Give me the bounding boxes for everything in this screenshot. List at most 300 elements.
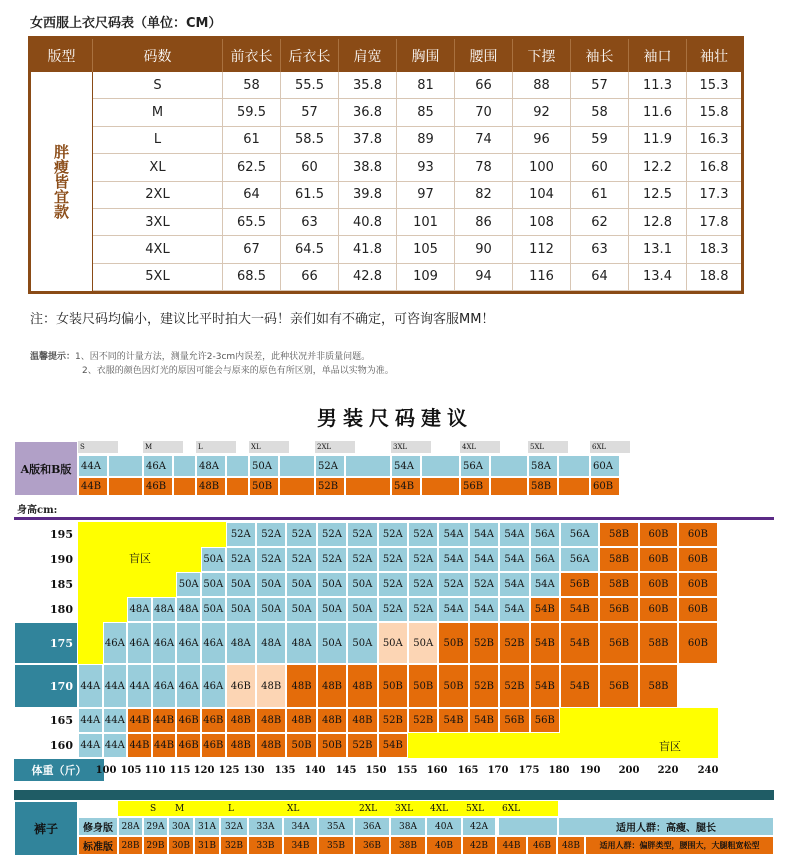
standard-size-cell: 32B: [220, 836, 248, 855]
header-sleeve-length: 袖长: [571, 39, 629, 72]
size-grid-cell: 52B: [347, 733, 377, 758]
blind-zone-cell: [438, 733, 468, 758]
measure-cell: 93: [397, 154, 455, 180]
measure-cell: 36.8: [339, 99, 397, 125]
measure-cell: 17.3: [699, 187, 729, 203]
size-grid-cell: 52A: [408, 547, 438, 572]
b-band-fill: [345, 477, 391, 496]
size-grid-cell: 46B: [201, 708, 226, 733]
size-grid-cell: 52A: [408, 572, 438, 597]
men-title: 男装尺码建议: [317, 406, 473, 430]
standard-size-cell: 34B: [283, 836, 318, 855]
slim-size-cell: 40A: [426, 817, 462, 836]
size-grid-cell: 46A: [201, 622, 226, 664]
measure-cell: 112: [513, 236, 571, 262]
size-grid-cell: 46B: [201, 733, 226, 758]
blind-zone-cell: [599, 708, 638, 733]
measure-cell: 41.8: [339, 236, 397, 262]
a-band-fill: [558, 455, 590, 477]
measure-cell: 11.3: [629, 72, 687, 98]
weight-value: 115: [169, 764, 191, 776]
height-label: 身高cm:: [14, 498, 84, 518]
header-bust: 胸围: [397, 39, 455, 72]
measure-cell: 78: [455, 154, 513, 180]
size-grid-cell: 44B: [127, 733, 152, 758]
b-size-cell: 44B: [78, 477, 108, 496]
weight-value: 100: [95, 764, 117, 776]
weight-value: 110: [144, 764, 166, 776]
pants-size-letter: L: [228, 803, 234, 814]
measure-cell: 89: [397, 127, 455, 153]
size-grid-cell: 48B: [286, 708, 316, 733]
slim-size-cell: 35A: [318, 817, 354, 836]
slim-size-cell: 28A: [118, 817, 143, 836]
size-grid-cell: 46A: [127, 622, 152, 664]
size-grid-cell: 50A: [286, 597, 316, 622]
measure-cell: 64.5: [281, 236, 339, 262]
blind-zone-cell: [639, 708, 678, 733]
size-grid-cell: 54B: [560, 597, 599, 622]
slim-size-cell: 34A: [283, 817, 318, 836]
tips-title: 温馨提示：: [30, 352, 76, 362]
size-grid-cell: 54B: [378, 733, 408, 758]
size-grid-cell: 54B: [530, 622, 560, 664]
size-grid-cell: 54A: [499, 597, 529, 622]
size-grid-cell: 46A: [201, 664, 226, 708]
size-grid-cell: 48B: [317, 664, 347, 708]
blind-zone-cell: [78, 547, 103, 572]
measure-cell: 96: [513, 127, 571, 153]
height-value: 190: [14, 547, 78, 572]
size-grid-cell: 48A: [286, 622, 316, 664]
size-grid-cell: 52A: [256, 547, 286, 572]
size-grid-cell: 54B: [530, 597, 560, 622]
size-grid-cell: 58B: [639, 664, 678, 708]
measure-cell: 101: [397, 209, 455, 235]
measure-cell: 38.8: [339, 154, 397, 180]
blind-zone-cell: [78, 572, 103, 597]
size-grid-cell: 52A: [317, 522, 347, 547]
b-band-fill: [558, 477, 590, 496]
size-grid-cell: 50B: [286, 733, 316, 758]
size-grid-cell: 44A: [103, 733, 128, 758]
weight-value: 200: [618, 764, 640, 776]
size-grid-cell: 44A: [78, 733, 103, 758]
measure-cell: 15.3: [699, 77, 729, 93]
size-grid-cell: 48B: [256, 733, 286, 758]
size-grid-cell: 44A: [78, 664, 103, 708]
blind-zone-label: 盲区: [659, 740, 681, 753]
slim-size-cell: 33A: [248, 817, 283, 836]
weight-value: 170: [487, 764, 509, 776]
blind-zone-cell: [152, 522, 177, 547]
measure-cell: 97: [397, 182, 455, 208]
size-grid-cell: 50A: [408, 622, 438, 664]
measure-cell: 59.5: [223, 99, 281, 125]
measure-cell: 62: [571, 209, 629, 235]
measure-cell: 116: [513, 264, 571, 290]
slim-size-cell: 38A: [390, 817, 426, 836]
slim-label: 修身版: [78, 817, 118, 836]
weight-value: 125: [218, 764, 240, 776]
height-value: 165: [14, 708, 78, 733]
size-grid-cell: 54A: [469, 597, 499, 622]
measure-cell: 35.8: [339, 72, 397, 98]
measure-cell: 63: [281, 209, 339, 235]
size-cell: L: [93, 127, 223, 153]
measure-cell: 16.3: [699, 132, 729, 148]
size-grid-cell: 52A: [469, 572, 499, 597]
a-band-fill: [173, 455, 196, 477]
size-grid-cell: 52B: [499, 664, 529, 708]
a-band-fill: [421, 455, 460, 477]
size-cell: 3XL: [93, 209, 223, 235]
measure-cell: 62.5: [223, 154, 281, 180]
measure-cell: 18.8: [699, 269, 729, 285]
standard-size-cell: 33B: [248, 836, 283, 855]
measure-cell: 55.5: [281, 72, 339, 98]
weight-value: 150: [365, 764, 387, 776]
measure-cell: 105: [397, 236, 455, 262]
size-grid-cell: 46B: [226, 664, 256, 708]
measure-cell: 68.5: [223, 264, 281, 290]
weight-value: 180: [548, 764, 570, 776]
size-grid-cell: 46B: [176, 708, 201, 733]
size-grid-cell: 50A: [347, 572, 377, 597]
fit-label: 胖瘦皆宜款: [52, 144, 70, 219]
standard-size-cell: 44B: [496, 836, 527, 855]
b-size-cell: 56B: [460, 477, 490, 496]
size-grid-cell: 54B: [469, 708, 499, 733]
blind-zone-cell: [103, 597, 128, 622]
size-grid-cell: 44A: [78, 708, 103, 733]
measure-cell: 58.5: [281, 127, 339, 153]
measure-cell: 58: [571, 99, 629, 125]
b-band-fill: [490, 477, 528, 496]
blind-zone-cell: [78, 597, 103, 622]
size-grid-cell: 56B: [560, 572, 599, 597]
size-grid-cell: 54A: [438, 547, 468, 572]
measure-cell: 15.8: [699, 105, 729, 121]
size-grid-cell: 58B: [599, 547, 638, 572]
size-grid-cell: 50A: [317, 622, 347, 664]
size-grid-cell: 50A: [226, 597, 256, 622]
size-grid-cell: 56B: [599, 622, 638, 664]
b-band-fill: [108, 477, 143, 496]
size-grid-cell: 54A: [499, 572, 529, 597]
b-size-cell: 46B: [143, 477, 173, 496]
pants-size-letter: XL: [287, 803, 300, 814]
measure-cell: 61: [571, 182, 629, 208]
size-grid-cell: 60B: [639, 572, 678, 597]
measure-cell: 74: [455, 127, 513, 153]
size-grid-cell: 52B: [469, 622, 499, 664]
size-grid-cell: 50A: [176, 572, 201, 597]
size-letter: S: [78, 441, 118, 453]
a-size-cell: 46A: [143, 455, 173, 477]
slim-size-cell: 31A: [194, 817, 220, 836]
size-grid-cell: 56A: [530, 547, 560, 572]
blind-zone-cell: [201, 522, 226, 547]
weight-value: 140: [304, 764, 326, 776]
size-grid-cell: 60B: [678, 597, 717, 622]
size-letter: 3XL: [391, 441, 431, 453]
measure-cell: 57: [571, 72, 629, 98]
size-grid-cell: 54A: [499, 522, 529, 547]
measure-cell: 13.4: [629, 264, 687, 290]
pants-label: 裤子: [14, 801, 78, 856]
slim-size-cell: 32A: [220, 817, 248, 836]
size-grid-cell: 60B: [678, 572, 717, 597]
size-grid-cell: 60B: [678, 522, 717, 547]
slim-fill: [498, 817, 558, 836]
measure-cell: 57: [281, 99, 339, 125]
measure-cell: 104: [513, 182, 571, 208]
size-grid-cell: 52A: [408, 522, 438, 547]
blind-zone-cell: [78, 622, 103, 664]
weight-value: 135: [274, 764, 296, 776]
measure-cell: 65.5: [223, 209, 281, 235]
size-grid-cell: 54A: [530, 572, 560, 597]
size-grid-cell: 44A: [103, 664, 128, 708]
pants-size-letter: 6XL: [502, 803, 521, 814]
header-size: 码数: [93, 39, 223, 72]
size-grid-cell: 54B: [438, 708, 468, 733]
a-size-cell: 48A: [196, 455, 226, 477]
size-grid-cell: 60B: [678, 622, 717, 664]
weight-value: 155: [396, 764, 418, 776]
height-value: 160: [14, 733, 78, 758]
size-cell: 2XL: [93, 182, 223, 208]
blind-zone-cell: [530, 733, 560, 758]
a-size-cell: 44A: [78, 455, 108, 477]
blind-zone-cell: [103, 522, 128, 547]
header-back-length: 后衣长: [281, 39, 339, 72]
measure-cell: 108: [513, 209, 571, 235]
blind-zone-cell: [152, 572, 177, 597]
size-cell: 5XL: [93, 264, 223, 290]
size-grid-cell: 52B: [499, 622, 529, 664]
b-band-fill: [421, 477, 460, 496]
blind-zone-cell: [408, 733, 438, 758]
measure-cell: 60: [281, 154, 339, 180]
a-band-fill: [226, 455, 249, 477]
size-letter: 6XL: [590, 441, 630, 453]
header-front-length: 前衣长: [223, 39, 281, 72]
size-grid-cell: 50B: [438, 622, 468, 664]
standard-size-cell: 30B: [168, 836, 194, 855]
blind-zone-cell: [560, 708, 599, 733]
measure-cell: 61: [223, 127, 281, 153]
measure-cell: 70: [455, 99, 513, 125]
size-grid-cell: 50B: [317, 733, 347, 758]
size-letter: M: [143, 441, 183, 453]
pants-size-letter: S: [150, 803, 157, 814]
women-table-title: 女西服上衣尺码表（单位：CM）: [30, 16, 222, 31]
size-grid-cell: 48B: [256, 708, 286, 733]
blind-zone-cell: [103, 572, 128, 597]
b-size-cell: 58B: [528, 477, 558, 496]
measure-cell: 109: [397, 264, 455, 290]
size-grid-cell: 48B: [226, 733, 256, 758]
b-band-fill: [226, 477, 249, 496]
measure-cell: 92: [513, 99, 571, 125]
b-size-cell: 60B: [590, 477, 620, 496]
size-letter: XL: [249, 441, 289, 453]
standard-size-cell: 28B: [118, 836, 143, 855]
weight-label: 体重（斤）: [14, 759, 104, 781]
weight-value: 190: [579, 764, 601, 776]
size-grid-cell: 44B: [127, 708, 152, 733]
standard-fit-note: 适用人群：偏胖类型，腰围大，大腿粗宽松型: [585, 836, 774, 855]
size-grid-cell: 50B: [438, 664, 468, 708]
size-grid-cell: 46B: [176, 733, 201, 758]
pants-size-letter: M: [175, 803, 185, 814]
standard-size-cell: 42B: [462, 836, 496, 855]
size-grid-cell: 46A: [103, 622, 128, 664]
a-size-cell: 50A: [249, 455, 279, 477]
size-grid-cell: 56B: [599, 664, 638, 708]
size-letter: 4XL: [460, 441, 500, 453]
a-size-cell: 58A: [528, 455, 558, 477]
height-value: 185: [14, 572, 78, 597]
size-grid-cell: 54A: [438, 597, 468, 622]
measure-cell: 40.8: [339, 209, 397, 235]
size-grid-cell: 54B: [560, 664, 599, 708]
b-size-cell: 48B: [196, 477, 226, 496]
measure-cell: 59: [571, 127, 629, 153]
measure-cell: 17.8: [699, 214, 729, 230]
slim-size-cell: 36A: [354, 817, 390, 836]
header-shoulder: 肩宽: [339, 39, 397, 72]
measure-cell: 16.8: [699, 159, 729, 175]
measure-cell: 94: [455, 264, 513, 290]
size-grid-cell: 60B: [639, 547, 678, 572]
height-value: 180: [14, 597, 78, 622]
size-grid-cell: 50B: [378, 664, 408, 708]
size-grid-cell: 50A: [256, 597, 286, 622]
size-grid-cell: 58B: [639, 622, 678, 664]
pants-size-letter: 4XL: [430, 803, 449, 814]
blind-zone-cell: [599, 733, 638, 758]
size-grid-cell: 46A: [176, 664, 201, 708]
size-grid-cell: 44B: [152, 733, 177, 758]
measure-cell: 81: [397, 72, 455, 98]
size-grid-cell: 56B: [530, 708, 560, 733]
size-grid-cell: 52A: [378, 547, 408, 572]
weight-value: 160: [426, 764, 448, 776]
standard-size-cell: 38B: [390, 836, 426, 855]
blind-zone-cell: [560, 733, 599, 758]
size-grid-cell: 52A: [378, 522, 408, 547]
standard-size-cell: 35B: [318, 836, 354, 855]
blind-zone-cell: [678, 708, 717, 733]
measure-cell: 12.5: [629, 182, 687, 208]
measure-cell: 11.9: [629, 127, 687, 153]
weight-value: 120: [193, 764, 215, 776]
blind-zone-cell: [469, 733, 499, 758]
weight-value: 175: [518, 764, 540, 776]
b-size-cell: 50B: [249, 477, 279, 496]
slim-size-cell: 42A: [462, 817, 496, 836]
size-grid-cell: 50A: [317, 597, 347, 622]
a-band-fill: [345, 455, 391, 477]
pants-letter-gap: [78, 801, 118, 816]
size-letter: 5XL: [528, 441, 568, 453]
size-grid-cell: 50A: [226, 572, 256, 597]
size-grid-cell: 52A: [317, 547, 347, 572]
size-grid-cell: 52A: [378, 572, 408, 597]
size-cell: XL: [93, 154, 223, 180]
measure-cell: 100: [513, 154, 571, 180]
measure-cell: 58: [223, 72, 281, 98]
measure-cell: 12.2: [629, 154, 687, 180]
weight-value: 145: [335, 764, 357, 776]
measure-cell: 18.3: [699, 242, 729, 258]
slim-fit-note: 适用人群：高瘦、腿长: [558, 817, 774, 836]
blind-zone-cell: [78, 522, 103, 547]
measure-cell: 64: [571, 264, 629, 290]
size-grid-cell: 56A: [530, 522, 560, 547]
b-size-cell: 52B: [315, 477, 345, 496]
standard-size-cell: 48B: [557, 836, 585, 855]
measure-cell: 66: [281, 264, 339, 290]
ab-version-label: A版和B版: [14, 441, 78, 496]
size-grid-cell: 48B: [226, 708, 256, 733]
weight-value: 130: [243, 764, 265, 776]
measure-cell: 66: [455, 72, 513, 98]
size-grid-cell: 48A: [152, 597, 177, 622]
slim-size-cell: 29A: [143, 817, 168, 836]
header-waist: 腰围: [455, 39, 513, 72]
size-grid-cell: 46A: [152, 622, 177, 664]
standard-label: 标准版: [78, 836, 118, 855]
blind-zone-cell: [127, 572, 152, 597]
size-grid-cell: 52B: [408, 708, 438, 733]
a-size-cell: 56A: [460, 455, 490, 477]
divider: [14, 517, 774, 520]
size-grid-cell: 50A: [201, 547, 226, 572]
size-grid-cell: 52A: [347, 522, 377, 547]
b-band-fill: [279, 477, 315, 496]
measure-cell: 11.6: [629, 99, 687, 125]
header-hem: 下摆: [513, 39, 571, 72]
pants-size-letter: 5XL: [466, 803, 485, 814]
size-grid-cell: 52A: [286, 547, 316, 572]
size-grid-cell: 44A: [103, 708, 128, 733]
weight-value: 165: [457, 764, 479, 776]
b-band-fill: [173, 477, 196, 496]
measure-cell: 13.1: [629, 236, 687, 262]
header-sleeve-width: 袖壮: [700, 48, 728, 65]
measure-cell: 90: [455, 236, 513, 262]
slim-size-cell: 30A: [168, 817, 194, 836]
blind-zone-cell: [176, 547, 201, 572]
size-grid-cell: 46A: [152, 664, 177, 708]
blind-zone-cell: [499, 733, 529, 758]
blind-zone-label: 盲区: [129, 552, 151, 565]
size-grid-cell: 58B: [599, 572, 638, 597]
size-grid-cell: 44B: [152, 708, 177, 733]
size-grid-cell: 48A: [226, 622, 256, 664]
size-grid-cell: 54A: [469, 547, 499, 572]
size-grid-cell: 56A: [560, 547, 599, 572]
size-grid-cell: 52A: [347, 547, 377, 572]
size-cell: 4XL: [93, 236, 223, 262]
measure-cell: 39.8: [339, 182, 397, 208]
size-grid-cell: 54A: [499, 547, 529, 572]
standard-size-cell: 31B: [194, 836, 220, 855]
